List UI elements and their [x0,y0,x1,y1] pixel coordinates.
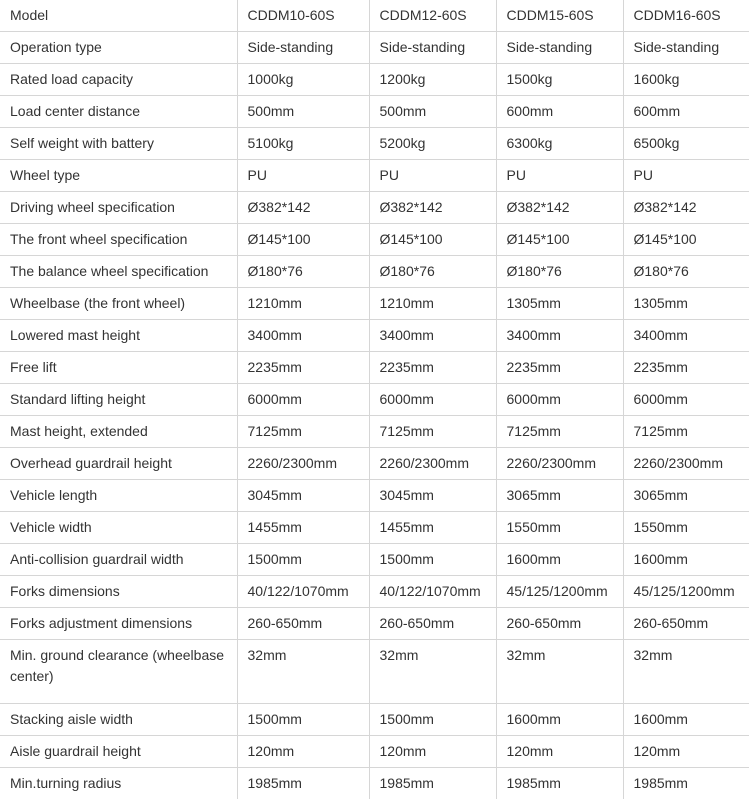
model-name-cell: CDDM16-60S [623,0,749,32]
value-cell: 1600mm [496,704,623,736]
value-cell: 3400mm [237,320,369,352]
value-cell: 2260/2300mm [237,448,369,480]
model-name-cell: CDDM15-60S [496,0,623,32]
value-cell: 45/125/1200mm [496,576,623,608]
value-cell: PU [369,160,496,192]
table-row [0,704,749,736]
value-cell: 1600mm [496,544,623,576]
value-cell: 260-650mm [369,608,496,640]
value-cell: 1500mm [237,544,369,576]
table-row [0,768,749,799]
row-label: Free lift [0,352,237,384]
value-cell: 6000mm [496,384,623,416]
value-cell: Ø145*100 [623,224,749,256]
row-label: Wheel type [0,160,237,192]
table-row [0,736,749,768]
value-cell: Ø145*100 [237,224,369,256]
value-cell: 6500kg [623,128,749,160]
value-cell: 1210mm [369,288,496,320]
table-row [0,512,749,544]
value-cell: 3400mm [369,320,496,352]
value-cell: 2260/2300mm [496,448,623,480]
value-cell: Ø180*76 [623,256,749,288]
table-row [0,224,749,256]
value-cell: 1305mm [623,288,749,320]
row-label: Mast height, extended [0,416,237,448]
table-row [0,96,749,128]
row-label: Driving wheel specification [0,192,237,224]
value-cell: Side-standing [623,32,749,64]
value-cell: Ø180*76 [237,256,369,288]
row-label: The front wheel specification [0,224,237,256]
value-cell: 120mm [623,736,749,768]
value-cell: 1600mm [623,704,749,736]
row-label: Stacking aisle width [0,704,237,736]
table-row [0,352,749,384]
row-label: Lowered mast height [0,320,237,352]
table-row [0,608,749,640]
model-name-cell: CDDM12-60S [369,0,496,32]
value-cell: 40/122/1070mm [369,576,496,608]
table-row [0,128,749,160]
value-cell: PU [237,160,369,192]
value-cell: 1210mm [237,288,369,320]
value-cell: 32mm [623,640,749,704]
row-label: Overhead guardrail height [0,448,237,480]
value-cell: PU [496,160,623,192]
row-label: Min. ground clearance (wheelbase center) [0,640,237,704]
value-cell: 32mm [237,640,369,704]
table-row [0,384,749,416]
value-cell: 1600mm [623,544,749,576]
value-cell: 1305mm [496,288,623,320]
value-cell: 7125mm [496,416,623,448]
value-cell: 5200kg [369,128,496,160]
row-label: Rated load capacity [0,64,237,96]
value-cell: 32mm [496,640,623,704]
value-cell: 7125mm [623,416,749,448]
row-label: Vehicle length [0,480,237,512]
value-cell: 2235mm [623,352,749,384]
row-label: Min.turning radius [0,768,237,799]
table-row [0,160,749,192]
value-cell: Ø382*142 [623,192,749,224]
value-cell: 1455mm [369,512,496,544]
value-cell: 1500mm [237,704,369,736]
value-cell: 6300kg [496,128,623,160]
value-cell: 3045mm [369,480,496,512]
row-label: Standard lifting height [0,384,237,416]
value-cell: 260-650mm [496,608,623,640]
value-cell: 2235mm [496,352,623,384]
value-cell: 600mm [496,96,623,128]
table-row [0,544,749,576]
value-cell: 3400mm [496,320,623,352]
value-cell: 260-650mm [623,608,749,640]
row-label: Self weight with battery [0,128,237,160]
table-row [0,576,749,608]
header-row [0,0,749,32]
value-cell: 2260/2300mm [369,448,496,480]
value-cell: 1500mm [369,544,496,576]
value-cell: 1550mm [623,512,749,544]
row-label: Vehicle width [0,512,237,544]
value-cell: 120mm [369,736,496,768]
value-cell: Ø180*76 [369,256,496,288]
model-name-cell: CDDM10-60S [237,0,369,32]
table-row [0,640,749,704]
value-cell: 260-650mm [237,608,369,640]
value-cell: 32mm [369,640,496,704]
value-cell: Ø382*142 [369,192,496,224]
value-cell: 3045mm [237,480,369,512]
value-cell: 500mm [237,96,369,128]
row-label: Aisle guardrail height [0,736,237,768]
table-row [0,448,749,480]
value-cell: 1985mm [369,768,496,799]
value-cell: 1550mm [496,512,623,544]
value-cell: 1455mm [237,512,369,544]
row-label: Load center distance [0,96,237,128]
row-label: Anti-collision guardrail width [0,544,237,576]
row-label: The balance wheel specification [0,256,237,288]
table-row [0,32,749,64]
value-cell: 3065mm [496,480,623,512]
table-row [0,256,749,288]
row-label: Forks dimensions [0,576,237,608]
value-cell: 3400mm [623,320,749,352]
value-cell: Ø145*100 [496,224,623,256]
value-cell: 1500mm [369,704,496,736]
value-cell: 2260/2300mm [623,448,749,480]
row-label: Wheelbase (the front wheel) [0,288,237,320]
table-row [0,288,749,320]
value-cell: 6000mm [623,384,749,416]
value-cell: 45/125/1200mm [623,576,749,608]
row-label: Model [0,0,237,32]
value-cell: 1000kg [237,64,369,96]
value-cell: 500mm [369,96,496,128]
value-cell: 600mm [623,96,749,128]
value-cell: 6000mm [369,384,496,416]
value-cell: 2235mm [237,352,369,384]
value-cell: 40/122/1070mm [237,576,369,608]
value-cell: Ø180*76 [496,256,623,288]
row-label: Forks adjustment dimensions [0,608,237,640]
value-cell: Ø382*142 [237,192,369,224]
row-label: Operation type [0,32,237,64]
value-cell: 120mm [496,736,623,768]
value-cell: 1200kg [369,64,496,96]
value-cell: 120mm [237,736,369,768]
value-cell: 1985mm [496,768,623,799]
value-cell: 3065mm [623,480,749,512]
value-cell: Side-standing [237,32,369,64]
value-cell: 2235mm [369,352,496,384]
value-cell: Ø145*100 [369,224,496,256]
value-cell: 7125mm [369,416,496,448]
value-cell: 1985mm [237,768,369,799]
table-row [0,480,749,512]
table-row [0,192,749,224]
value-cell: Side-standing [496,32,623,64]
value-cell: 1500kg [496,64,623,96]
value-cell: PU [623,160,749,192]
value-cell: 1600kg [623,64,749,96]
table-row [0,64,749,96]
value-cell: 1985mm [623,768,749,799]
value-cell: 7125mm [237,416,369,448]
table-row [0,320,749,352]
value-cell: Ø382*142 [496,192,623,224]
value-cell: 5100kg [237,128,369,160]
value-cell: Side-standing [369,32,496,64]
table-row [0,416,749,448]
value-cell: 6000mm [237,384,369,416]
